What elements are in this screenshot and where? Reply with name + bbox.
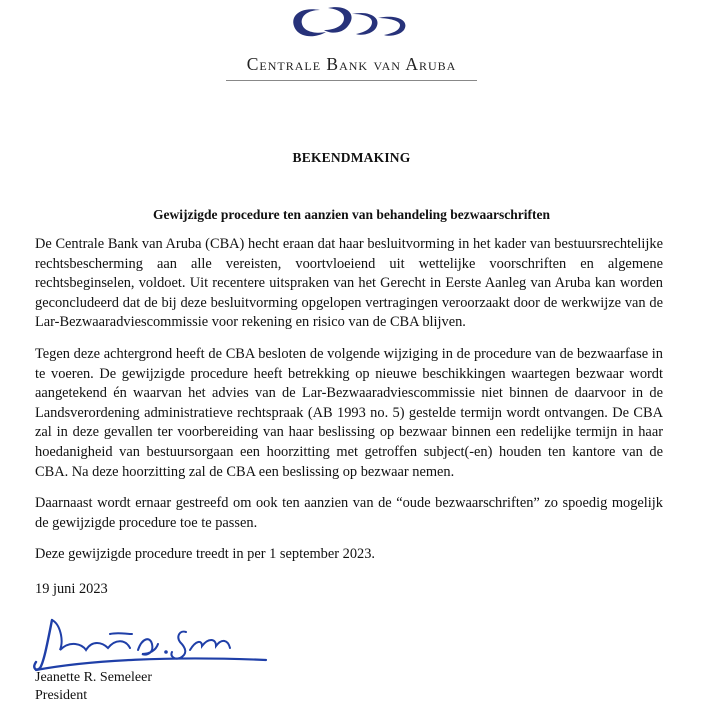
paragraph-1: De Centrale Bank van Aruba (CBA) hecht eraan dat haar besluitvorming in het kader van bestuursrechtelijke rechtsbescherming aan alle vereisten, voortvloeiend uit wettelijke voorschriften en algemene rechtsbeginselen, voldoet. Uit recentere uitspraken van het Gerecht in Eerste Aanleg van Aruba kan worden geconcludeerd dat de bij deze besluitvorming opgelopen vertragingen veroorzaakt door de werkwijze van de Lar-Bezwaaradviescommissie voor rekening en risico van de CBA blijven. [35,236,663,331]
paragraph-3: Daarnaast wordt ernaar gestreefd om ook ten aanzien van de “oude bezwaarschriften” zo spoedig mogelijk de gewijzigde procedure toe te passen. [35,495,663,531]
logo-swirl-3 [352,13,378,35]
logo-swirl-4 [378,17,405,36]
notice-heading: BEKENDMAKING [292,150,411,165]
paragraph-2: Tegen deze achtergrond heeft de CBA besloten de volgende wijziging in de procedure van de bezwaarfase in te voeren. De gewijzigde procedure heeft betrekking op nieuwe beschikkingen waartegen bezwaar wordt aangetekend én waarvan het advies van de Lar-Bezwaaradviescommissie niet binnen de daarvoor in de Landsverordening administratieve rechtspraak (AB 1993 no. 5) gestelde termijn wordt ontvangen. De CBA zal in deze gevallen ter voorbereiding van haar beslissing op bezwaar binnen een redelijke termijn in haar hoedanigheid van bestuursorgaan een hoorzitting met getroffen subject(-en) houden ten kantore van de CBA. Na deze hoorzitting zal de CBA een beslissing op bezwaar nemen. [35,345,663,480]
signer-name: Jeanette R. Semeleer [35,670,153,685]
notice-date: 19 juni 2023 [35,581,108,597]
paragraph-4: Deze gewijzigde procedure treedt in per 1 september 2023. [35,546,376,563]
notice-body [35,235,663,577]
header-divider [226,80,477,81]
bank-name: Centrale Bank van Aruba [246,54,457,74]
cba-logo [286,4,418,44]
signer-title: President [35,688,88,703]
logo-swirl-2 [324,7,352,33]
logo-swirl-1 [293,9,326,36]
notice-subject: Gewijzigde procedure ten aanzien van behandeling bezwaarschriften [153,207,550,222]
